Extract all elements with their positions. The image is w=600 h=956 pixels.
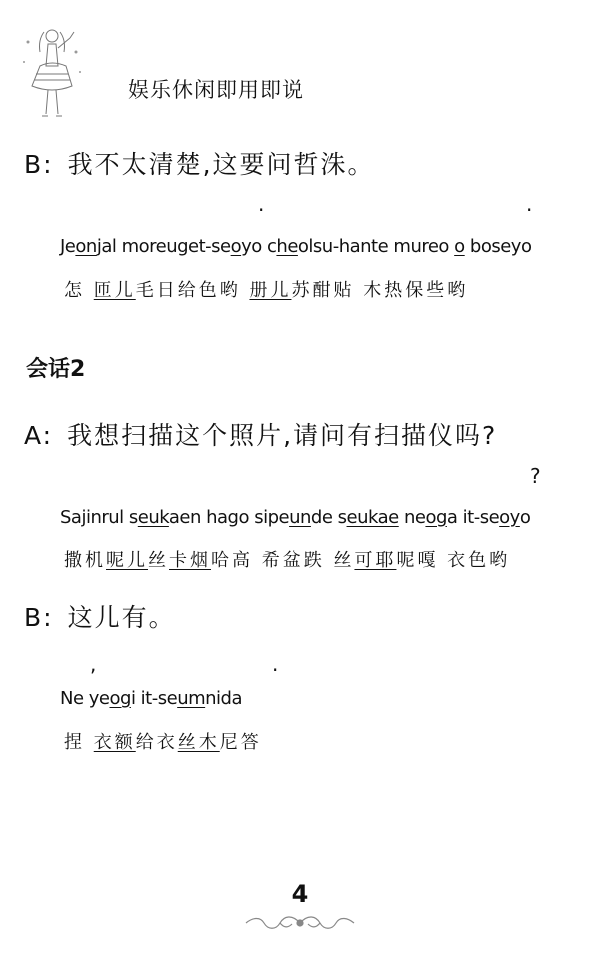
pronunciation-line [64,276,468,302]
speaker-label: B: [24,603,54,632]
dialog2-a-line [24,416,497,452]
rom-seg-underlined: um [177,688,206,709]
footer-ornament [240,912,360,934]
pron-seg-underlined: 丝木 [177,732,220,753]
rom-seg: a it-se [446,507,500,528]
pron-seg: 丝 [148,550,169,571]
pron-seg: 尼答 [219,732,262,753]
pron-seg-underlined: 可耶 [354,550,397,571]
romanization-line [60,236,531,257]
speaker-label: B: [24,150,54,179]
section-heading: 会话2 [26,357,86,382]
pron-seg: 呢嘎 衣色哟 [396,550,511,571]
rom-seg-underlined: oy [499,507,520,528]
rom-seg: lsu-hante mureo [308,236,455,257]
chinese-sentence: 我想扫描这个照片,请问有扫描仪吗? [67,421,498,450]
chinese-sentence: 我不太清楚,这要问哲洙。 [67,150,375,179]
romanization-line [60,688,242,709]
pronunciation-line [64,728,262,754]
rom-seg: i it-se [130,688,178,709]
header-title: 娱乐休闲即用即说 [128,78,304,102]
rom-seg-underlined: euk [137,507,169,528]
rom-seg-underlined: he [276,236,298,257]
rom-seg-underlined: eukae [346,507,399,528]
dialog1-b-line [24,145,375,181]
speaker-label: A: [24,421,54,450]
pron-seg: 撒机 [64,550,106,571]
rom-seg-underlined: un [289,507,311,528]
pronunciation-line [64,546,510,572]
rom-seg: ne [398,507,426,528]
rom-seg: Ne ye [60,688,110,709]
korean-mark: . [272,652,279,676]
pron-seg: 苏酣贴 木热保些哟 [291,280,469,301]
rom-seg: o [519,507,531,528]
korean-mark: ? [530,464,541,488]
pron-seg: 给衣 [135,732,178,753]
rom-seg: o [297,236,309,257]
korean-mark: · [258,198,265,222]
rom-seg: yo c [241,236,277,257]
rom-seg: nida [205,688,243,709]
page-number: 4 [291,880,309,908]
pron-seg-underlined: 册儿 [249,280,292,301]
pron-seg-underlined: 匝儿 [93,280,136,301]
romanization-line [60,507,530,528]
rom-seg-underlined: og [425,507,447,528]
rom-seg: jal moreuget-se [96,236,231,257]
rom-seg-underlined: og [109,688,131,709]
rom-seg: Sajinrul s [60,507,138,528]
rom-seg-underlined: o [230,236,242,257]
pron-seg-underlined: 呢儿 [106,550,148,571]
rom-seg-underlined: on [75,236,97,257]
rom-seg: de s [310,507,347,528]
pron-seg-underlined: 卡烟 [169,550,211,571]
rom-seg: Je [60,236,76,257]
header-figure-illustration [18,22,88,122]
rom-seg: aen hago sipe [168,507,290,528]
pron-seg: 毛日给色哟 [135,280,250,301]
pron-seg: 捏 [64,732,94,753]
korean-mark: , [90,652,97,676]
dialog2-b-line [24,598,176,634]
pron-seg: 怎 [64,280,94,301]
pron-seg: 哈高 希盆跌 丝 [211,550,355,571]
korean-mark: · [526,198,533,222]
chinese-sentence: 这儿有。 [67,603,176,632]
rom-seg-underlined: o [454,236,465,257]
rom-seg: boseyo [464,236,532,257]
pron-seg-underlined: 衣额 [93,732,136,753]
